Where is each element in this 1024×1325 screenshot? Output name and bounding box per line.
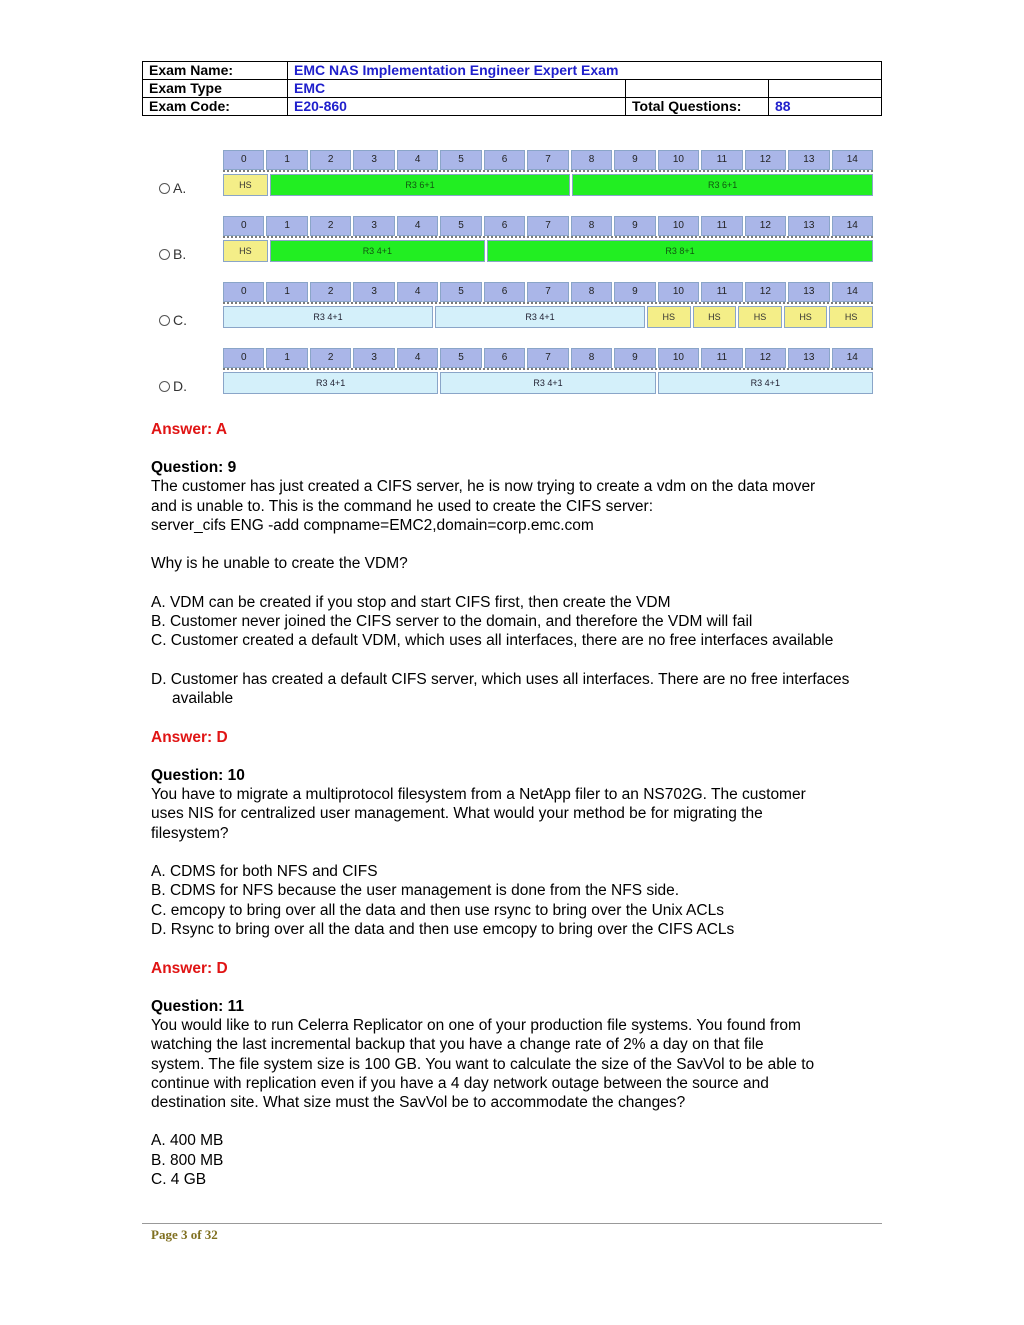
option-label: C. [173, 312, 187, 328]
disk-number-0: 0 [223, 282, 264, 302]
disk-number-1: 1 [266, 216, 307, 236]
disk-number-11: 11 [701, 348, 742, 368]
disk-number-3: 3 [353, 150, 394, 170]
answer-option: C. emcopy to bring over all the data and then use rsync to bring over the Unix ACLs [151, 902, 724, 919]
disk-number-13: 13 [788, 216, 829, 236]
raid-group-row [223, 174, 873, 196]
disk-number-1: 1 [266, 150, 307, 170]
disk-number-12: 12 [745, 150, 786, 170]
option-radio[interactable] [159, 246, 186, 262]
option-radio[interactable] [159, 180, 186, 196]
radio-icon[interactable] [159, 381, 170, 392]
answer-option: B. 800 MB [151, 1152, 224, 1169]
hot-spare-block: HS [784, 306, 828, 328]
question-text: system. The file system size is 100 GB. You want to calculate the size of the SavVol to be able to [151, 1056, 815, 1073]
disk-number-5: 5 [440, 216, 481, 236]
disk-number-7: 7 [527, 150, 568, 170]
disk-number-row [223, 150, 873, 170]
raid-layout-diagram [151, 143, 873, 401]
disk-number-2: 2 [310, 150, 351, 170]
question-title: Question: 11 [151, 998, 245, 1015]
question-text: destination site. What size must the SavVol be to accommodate the changes? [151, 1094, 686, 1111]
disk-number-6: 6 [484, 282, 525, 302]
disk-number-4: 4 [397, 216, 438, 236]
disk-number-6: 6 [484, 348, 525, 368]
disk-number-14: 14 [832, 282, 873, 302]
disk-number-3: 3 [353, 216, 394, 236]
disk-number-10: 10 [658, 348, 699, 368]
page-number: Page 3 of 32 [151, 1227, 218, 1242]
disk-number-13: 13 [788, 150, 829, 170]
disk-number-0: 0 [223, 348, 264, 368]
disk-number-6: 6 [484, 150, 525, 170]
disk-number-3: 3 [353, 282, 394, 302]
answer-label: Answer: A [151, 421, 228, 438]
answer-option: A. 400 MB [151, 1132, 224, 1149]
disk-number-7: 7 [527, 282, 568, 302]
option-label: A. [173, 180, 187, 196]
answer-option: C. Customer created a default VDM, which uses all interfaces, there are no free interfaces available [151, 632, 834, 649]
disk-number-10: 10 [658, 216, 699, 236]
disk-number-3: 3 [353, 348, 394, 368]
hot-spare-block: HS [223, 174, 268, 196]
hot-spare-block: HS [223, 240, 268, 262]
exam-code-value: E20-860 [288, 98, 626, 116]
disk-number-6: 6 [484, 216, 525, 236]
raid-group-block: R3 4+1 [435, 306, 645, 328]
answer-option: D. Customer has created a default CIFS server, which uses all interfaces. There are no free interfaces available [151, 671, 850, 708]
question-text: continue with replication even if you have a 4 day network outage between the source and [151, 1075, 769, 1092]
disk-number-13: 13 [788, 348, 829, 368]
raid-group-row [223, 240, 873, 262]
disk-number-8: 8 [571, 150, 612, 170]
raid-group-block: R3 4+1 [658, 372, 873, 394]
disk-number-9: 9 [614, 348, 655, 368]
disk-number-14: 14 [832, 216, 873, 236]
raid-group-block: R3 6+1 [572, 174, 873, 196]
empty-cell [626, 80, 769, 98]
radio-icon[interactable] [159, 249, 170, 260]
disk-number-12: 12 [745, 282, 786, 302]
footer-divider [142, 1223, 882, 1224]
disk-number-8: 8 [571, 216, 612, 236]
disk-number-5: 5 [440, 282, 481, 302]
disk-number-7: 7 [527, 216, 568, 236]
option-radio[interactable] [159, 312, 187, 328]
option-label: B. [173, 246, 187, 262]
disk-number-5: 5 [440, 150, 481, 170]
question-text: You would like to run Celerra Replicator on one of your production file systems. You found from [151, 1017, 801, 1034]
raid-group-block: R3 4+1 [223, 306, 433, 328]
disk-number-9: 9 [614, 282, 655, 302]
radio-icon[interactable] [159, 315, 170, 326]
disk-number-row [223, 282, 873, 302]
disk-number-4: 4 [397, 150, 438, 170]
raid-group-block: R3 6+1 [270, 174, 571, 196]
raid-group-block: R3 4+1 [223, 372, 438, 394]
disk-number-1: 1 [266, 348, 307, 368]
disk-number-11: 11 [701, 282, 742, 302]
exam-type-label: Exam Type [143, 80, 288, 98]
disk-number-0: 0 [223, 216, 264, 236]
disk-number-4: 4 [397, 348, 438, 368]
question-text: uses NIS for centralized user management. What would your method be for migrating the [151, 805, 763, 822]
answer-option: C. 4 GB [151, 1171, 207, 1188]
question-title: Question: 9 [151, 459, 237, 476]
disk-number-row [223, 216, 873, 236]
raid-group-block: R3 4+1 [270, 240, 485, 262]
question-text: The customer has just created a CIFS server, he is now trying to create a vdm on the data mover [151, 478, 816, 495]
raid-group-row [223, 372, 873, 394]
disk-number-10: 10 [658, 282, 699, 302]
question-text: Why is he unable to create the VDM? [151, 555, 408, 572]
disk-number-12: 12 [745, 216, 786, 236]
disk-number-9: 9 [614, 150, 655, 170]
disk-number-14: 14 [832, 150, 873, 170]
radio-icon[interactable] [159, 183, 170, 194]
exam-code-label: Exam Code: [143, 98, 288, 116]
hot-spare-block: HS [738, 306, 782, 328]
disk-number-9: 9 [614, 216, 655, 236]
disk-number-11: 11 [701, 216, 742, 236]
disk-number-14: 14 [832, 348, 873, 368]
disk-number-8: 8 [571, 282, 612, 302]
raid-group-block: R3 4+1 [440, 372, 655, 394]
disk-number-row [223, 348, 873, 368]
exam-name-value: EMC NAS Implementation Engineer Expert Exam [288, 62, 882, 80]
answer-option: B. CDMS for NFS because the user management is done from the NFS side. [151, 882, 680, 899]
disk-number-8: 8 [571, 348, 612, 368]
answer-label: Answer: D [151, 729, 228, 746]
disk-number-13: 13 [788, 282, 829, 302]
answer-option: B. Customer never joined the CIFS server to the domain, and therefore the VDM will fail [151, 613, 753, 630]
answer-option: A. CDMS for both NFS and CIFS [151, 863, 378, 880]
answer-option: D. Rsync to bring over all the data and then use emcopy to bring over the CIFS ACLs [151, 921, 735, 938]
question-text: watching the last incremental backup that you have a change rate of 2% a day on that file [151, 1036, 764, 1053]
disk-number-11: 11 [701, 150, 742, 170]
question-text: filesystem? [151, 825, 229, 842]
option-radio[interactable] [159, 378, 187, 394]
disk-number-12: 12 [745, 348, 786, 368]
raid-group-block: R3 8+1 [487, 240, 873, 262]
disk-number-1: 1 [266, 282, 307, 302]
disk-number-10: 10 [658, 150, 699, 170]
raid-group-row [223, 306, 873, 328]
answer-option: A. VDM can be created if you stop and start CIFS first, then create the VDM [151, 594, 671, 611]
exam-name-label: Exam Name: [143, 62, 288, 80]
exam-header-table [142, 61, 882, 116]
disk-number-2: 2 [310, 282, 351, 302]
disk-number-0: 0 [223, 150, 264, 170]
question-text: server_cifs ENG -add compname=EMC2,domain=corp.emc.com [151, 517, 594, 534]
answer-label: Answer: D [151, 960, 228, 977]
disk-number-7: 7 [527, 348, 568, 368]
total-questions-label: Total Questions: [626, 98, 769, 116]
disk-number-5: 5 [440, 348, 481, 368]
question-text: You have to migrate a multiprotocol filesystem from a NetApp filer to an NS702G. The customer [151, 786, 806, 803]
hot-spare-block: HS [693, 306, 737, 328]
disk-number-4: 4 [397, 282, 438, 302]
hot-spare-block: HS [647, 306, 691, 328]
empty-cell [769, 80, 882, 98]
option-label: D. [173, 378, 187, 394]
question-title: Question: 10 [151, 767, 245, 784]
disk-number-2: 2 [310, 348, 351, 368]
exam-type-value: EMC [288, 80, 626, 98]
total-questions-value: 88 [769, 98, 882, 116]
hot-spare-block: HS [829, 306, 873, 328]
disk-number-2: 2 [310, 216, 351, 236]
question-text: and is unable to. This is the command he used to create the CIFS server: [151, 498, 654, 515]
